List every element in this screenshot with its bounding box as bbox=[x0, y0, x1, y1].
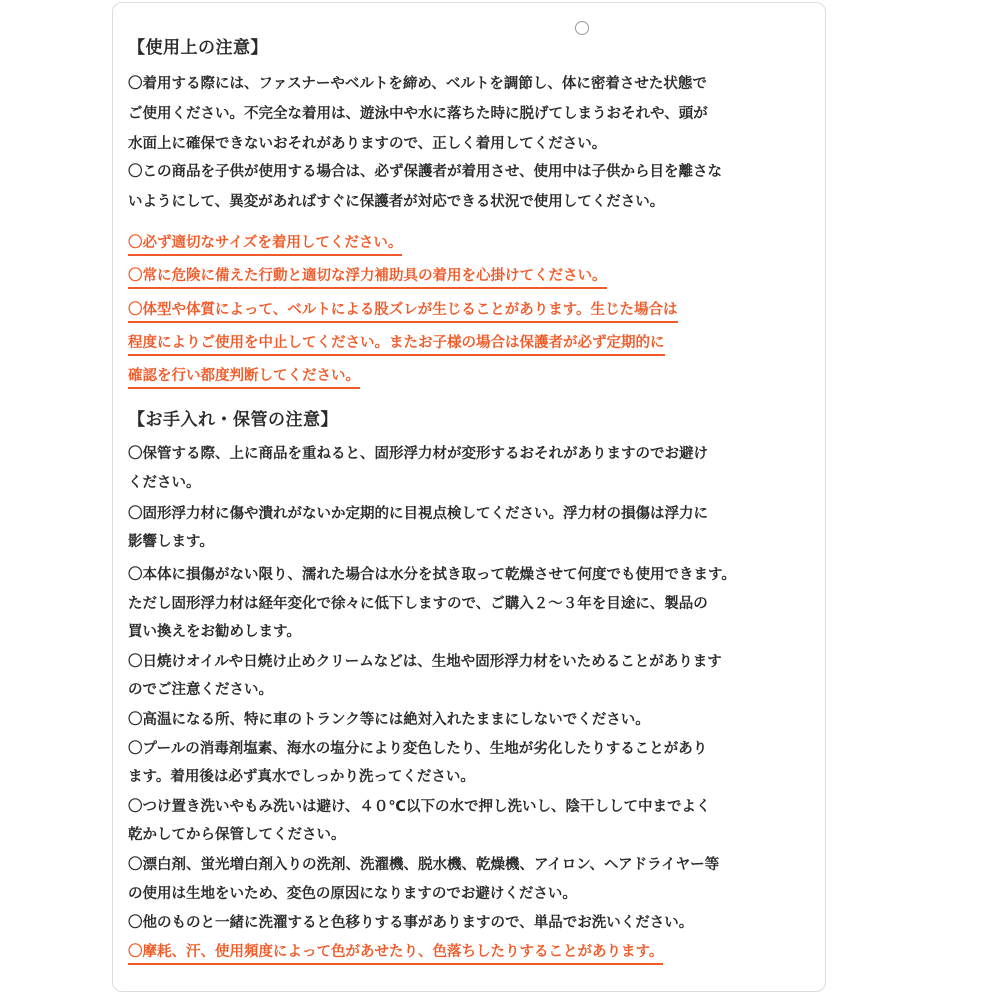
usage-warning: 〇常に危険に備えた行動と適切な浮力補助具の着用を心掛けてください。 bbox=[128, 266, 607, 289]
care-line: ください。 bbox=[128, 475, 201, 491]
usage-line: 〇着用する際には、ファスナーやベルトを締め、ベルトを調節し、体に密着させた状態で bbox=[128, 76, 707, 92]
care-line: 影響します。 bbox=[128, 534, 214, 550]
usage-heading: 【使用上の注意】 bbox=[128, 38, 268, 58]
usage-warning: 確認を行い都度判断してください。 bbox=[128, 366, 360, 389]
care-line: ます。着用後は必ず真水でしっかり洗ってください。 bbox=[128, 769, 475, 785]
care-line: 〇固形浮力材に傷や潰れがないか定期的に目視点検してください。浮力材の損傷は浮力に bbox=[128, 506, 708, 522]
care-heading: 【お手入れ・保管の注意】 bbox=[128, 410, 338, 430]
usage-line: 〇この商品を子供が使用する場合は、必ず保護者が着用させ、使用中は子供から目を離さな bbox=[128, 164, 723, 180]
care-line: のでご注意ください。 bbox=[128, 682, 273, 698]
usage-line: いようにして、異変があればすぐに保護者が対応できる状況で使用してください。 bbox=[128, 194, 665, 210]
care-line: 〇漂白剤、蛍光増白剤入りの洗剤、洗濯機、脱水機、乾燥機、アイロン、ヘアドライヤー等 bbox=[128, 857, 720, 873]
care-line: ただし固形浮力材は経年変化で徐々に低下しますので、ご購入２～３年を目途に、製品の bbox=[128, 596, 708, 612]
care-line: 〇つけ置き洗いやもみ洗いは避け、４０℃以下の水で押し洗いし、陰干しして中までよく bbox=[128, 799, 711, 815]
usage-warning: 〇必ず適切なサイズを着用してください。 bbox=[128, 233, 402, 256]
care-line: 〇高温になる所、特に車のトランク等には絶対入れたままにしないでください。 bbox=[128, 712, 650, 728]
care-line: 〇本体に損傷がない限り、濡れた場合は水分を拭き取って乾燥させて何度でも使用できます。 bbox=[128, 567, 736, 583]
care-line: 乾かしてから保管してください。 bbox=[128, 827, 346, 843]
care-line: 〇他のものと一緒に洗濯すると色移りする事がありますので、単品でお洗いください。 bbox=[128, 915, 694, 931]
usage-warning: 程度によりご使用を中止してください。またお子様の場合は保護者が必ず定期的に bbox=[128, 333, 665, 356]
care-line: 買い換えをお勧めします。 bbox=[128, 624, 301, 640]
care-line: 〇日焼けオイルや日焼け止めクリームなどは、生地や固形浮力材をいためることがあります bbox=[128, 654, 722, 670]
usage-line: 水面上に確保できないおそれがありますので、正しく着用してください。 bbox=[128, 136, 607, 152]
usage-warning: 〇体型や体質によって、ベルトによる股ズレが生じることがあります。生じた場合は bbox=[128, 300, 678, 323]
usage-line: ご使用ください。不完全な着用は、遊泳中や水に落ちた時に脱げてしまうおそれや、頭が bbox=[128, 106, 708, 122]
care-line: の使用は生地をいため、変色の原因になりますのでお避けください。 bbox=[128, 886, 577, 902]
care-line: 〇保管する際、上に商品を重ねると、固形浮力材が変形するおそれがありますのでお避け bbox=[128, 446, 708, 462]
care-warning: 〇摩耗、汗、使用頻度によって色があせたり、色落ちしたりすることがあります。 bbox=[128, 942, 663, 965]
hang-hole bbox=[575, 21, 589, 35]
care-line: 〇プールの消毒剤塩素、海水の塩分により変色したり、生地が劣化したりすることがあり bbox=[128, 741, 708, 757]
